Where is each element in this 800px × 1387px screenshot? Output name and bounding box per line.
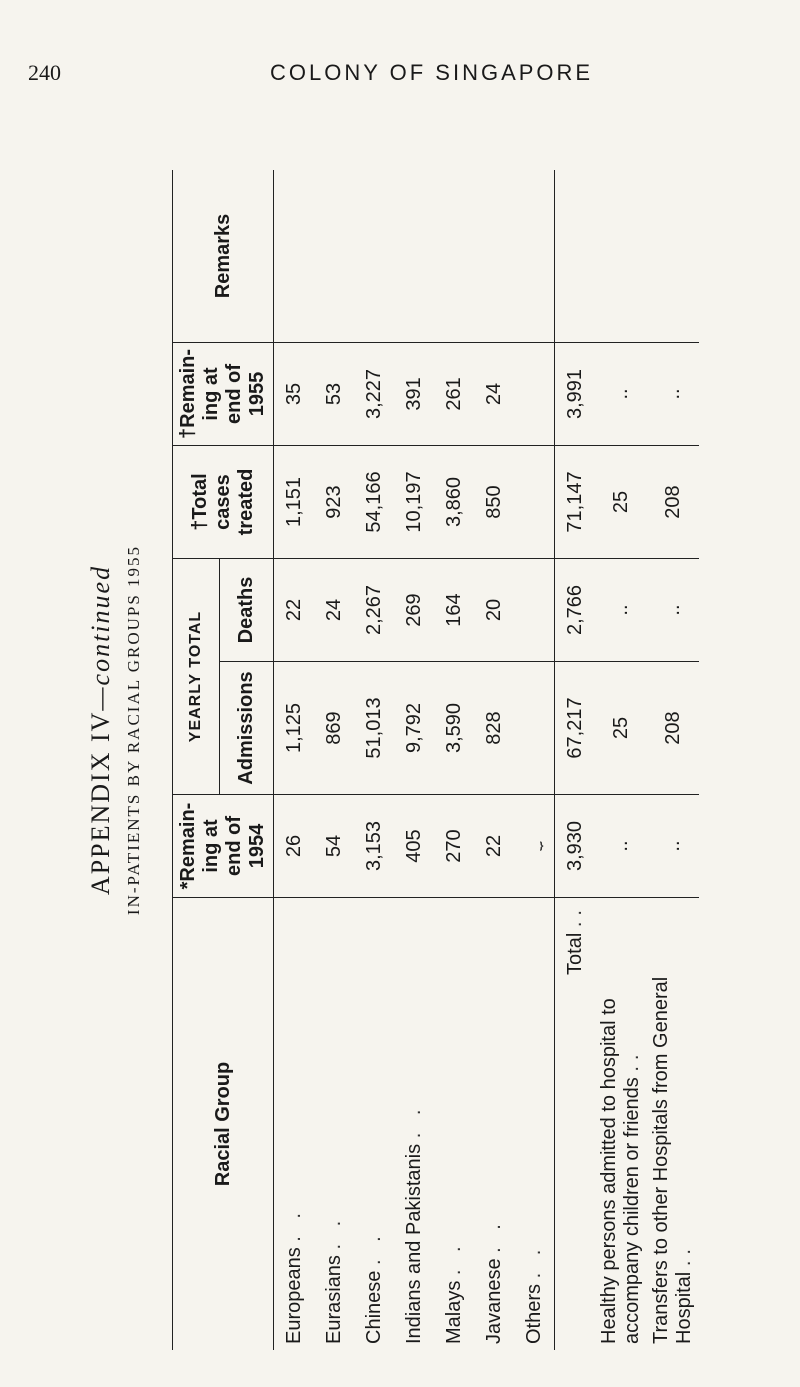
cell-remaining-1954: 54 — [314, 795, 354, 898]
table-row — [274, 170, 315, 1350]
row-group-label: Europeans — [282, 1247, 305, 1344]
header-remaining-1954: *Remain-ing at end of 1954 — [173, 795, 274, 898]
cell-remaining-1955 — [514, 342, 555, 445]
cell-remarks — [274, 170, 315, 343]
cell-total-treated: 923 — [314, 446, 354, 559]
cell-deaths — [514, 559, 555, 662]
table-row — [514, 170, 555, 1350]
cell-admissions: 1,125 — [274, 662, 315, 795]
leader-dots: . . — [442, 1240, 465, 1276]
cell-remaining-1954: 3,153 — [354, 795, 394, 898]
cell-admissions: 828 — [474, 662, 514, 795]
cell-total-treated: 1,151 — [274, 446, 315, 559]
cell-admissions: 208 — [647, 662, 699, 795]
header-total-treated: †Total cases treated — [173, 446, 274, 559]
cell-remarks — [514, 170, 555, 343]
cell-admissions: 869 — [314, 662, 354, 795]
total-row — [555, 170, 596, 1350]
cell-remaining-1954: 22 — [474, 795, 514, 898]
leader-dots: .. — [621, 1048, 643, 1072]
cell-admissions-total: 67,217 — [555, 662, 596, 795]
table-row — [647, 170, 699, 1350]
cell-total-treated — [514, 446, 555, 559]
inpatients-table — [172, 170, 699, 1350]
cell-total-treated-total: 71,147 — [555, 446, 596, 559]
cell-remaining-1955: .. — [595, 342, 647, 445]
cell-remarks — [555, 170, 596, 343]
table-row — [354, 170, 394, 1350]
cell-remaining-1955: .. — [647, 342, 699, 445]
table-row — [434, 170, 474, 1350]
cell-remaining-1955: 261 — [434, 342, 474, 445]
header-admissions: Admissions — [219, 662, 273, 795]
cell-admissions: 25 — [595, 662, 647, 795]
cell-total-treated: 850 — [474, 446, 514, 559]
appendix-title — [86, 80, 116, 1380]
cell-deaths: 22 — [274, 559, 315, 662]
row-group-label: Malays — [442, 1280, 465, 1344]
cell-remaining-1954-total: 3,930 — [555, 795, 596, 898]
cell-admissions: 9,792 — [394, 662, 434, 795]
cell-remaining-1955: 391 — [394, 342, 434, 445]
table-row — [314, 170, 354, 1350]
cell-deaths: 164 — [434, 559, 474, 662]
cell-remaining-1955: 3,227 — [354, 342, 394, 445]
rotated-table-panel — [80, 80, 700, 1380]
cell-admissions — [514, 662, 555, 795]
cell-remarks — [647, 170, 699, 343]
cell-remarks — [474, 170, 514, 343]
leader-dots: . . — [362, 1230, 385, 1266]
total-label: Total — [563, 932, 586, 975]
leader-dots: . . — [482, 1218, 505, 1253]
leader-dots: .. — [673, 1243, 695, 1267]
cell-total-treated: 208 — [647, 446, 699, 559]
header-racial-group: Racial Group — [173, 898, 274, 1351]
cell-remarks — [434, 170, 474, 343]
leader-dots: . . — [522, 1243, 545, 1279]
cell-remaining-1954: 26 — [274, 795, 315, 898]
cell-remarks — [394, 170, 434, 343]
cell-total-treated: 54,166 — [354, 446, 394, 559]
cell-remaining-1955: 53 — [314, 342, 354, 445]
leader-dots: . . — [322, 1214, 345, 1250]
row-group-label: Chinese — [362, 1270, 385, 1344]
header-remarks: Remarks — [173, 170, 274, 343]
header-yearly-total: YEARLY TOTAL — [173, 559, 220, 795]
row-group-label: Transfers to other Hospitals from General Hospital — [650, 976, 695, 1344]
header-remaining-1955: †Remain-ing at end of 1955 — [173, 342, 274, 445]
cell-deaths: 269 — [394, 559, 434, 662]
cell-remaining-1955-total: 3,991 — [555, 342, 596, 445]
cell-remaining-1954: 270 — [434, 795, 474, 898]
leader-dots: .. — [563, 904, 586, 928]
cell-admissions: 3,590 — [434, 662, 474, 795]
cell-deaths: 20 — [474, 559, 514, 662]
cell-remarks — [314, 170, 354, 343]
cell-remarks — [595, 170, 647, 343]
cell-remaining-1954: .. — [647, 795, 699, 898]
cell-deaths: .. — [595, 559, 647, 662]
header-row — [173, 170, 220, 1350]
appendix-subtitle: IN-PATIENTS BY RACIAL GROUPS 1955 — [124, 544, 143, 916]
cell-total-treated: 10,197 — [394, 446, 434, 559]
row-group-label: Eurasians — [322, 1255, 345, 1344]
table-row — [394, 170, 434, 1350]
leader-dots: . . — [282, 1207, 305, 1242]
cell-deaths: 2,267 — [354, 559, 394, 662]
cell-deaths: .. — [647, 559, 699, 662]
cell-deaths-total: 2,766 — [555, 559, 596, 662]
cell-remaining-1955: 24 — [474, 342, 514, 445]
running-head: COLONY OF SINGAPORE — [270, 60, 594, 85]
cell-total-treated: 3,860 — [434, 446, 474, 559]
row-group-label: Indians and Pakistanis — [402, 1143, 425, 1344]
cell-remaining-1954: ⏟ — [514, 795, 555, 898]
cell-remaining-1955: 35 — [274, 342, 315, 445]
appendix-title-suffix: —continued — [86, 564, 115, 711]
cell-deaths: 24 — [314, 559, 354, 662]
row-group-label: Others — [522, 1283, 545, 1344]
row-group-label: Javanese — [482, 1258, 505, 1344]
cell-admissions: 51,013 — [354, 662, 394, 795]
cell-total-treated: 25 — [595, 446, 647, 559]
cell-remaining-1954: .. — [595, 795, 647, 898]
page-number: 240 — [28, 60, 61, 85]
leader-dots: . . — [402, 1103, 425, 1139]
table-row — [474, 170, 514, 1350]
row-group-label: Healthy persons admitted to hospital to accompany children or friends — [598, 998, 643, 1344]
cell-remaining-1954: 405 — [394, 795, 434, 898]
appendix-title-text: APPENDIX IV — [86, 710, 115, 896]
header-deaths: Deaths — [219, 559, 273, 662]
cell-remarks — [354, 170, 394, 343]
table-row — [595, 170, 647, 1350]
